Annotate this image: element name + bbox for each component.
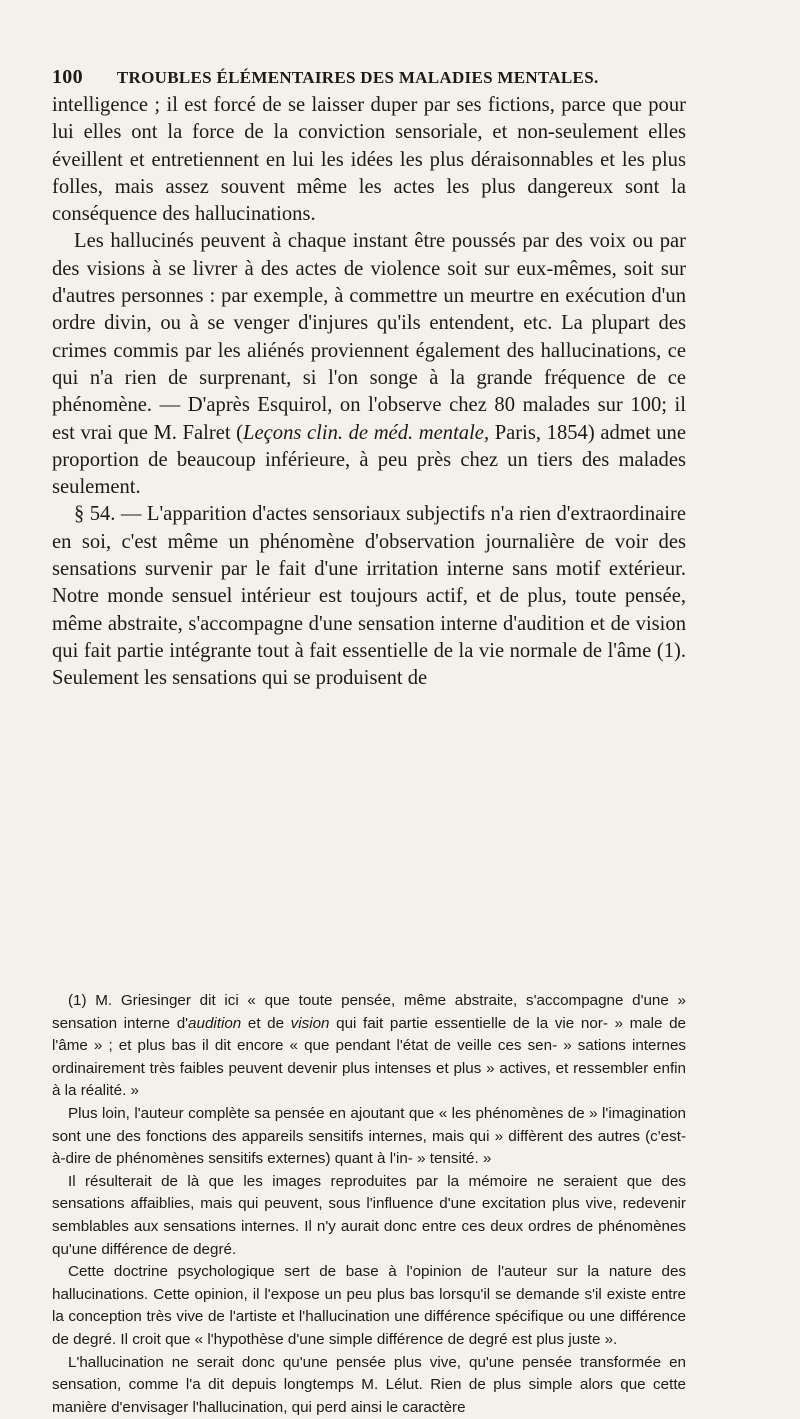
footnote-1-italic-vision: vision	[291, 1015, 330, 1032]
main-text	[52, 92, 686, 693]
footnote-1-italic-audition: audition	[188, 1015, 241, 1032]
paragraph-2-text-a: Les hallucinés peuvent à chaque instant être poussés par des voix ou par des visions à se livrer à des actes de violence soit sur eux-mêmes, soit sur d'autres personnes : par exemple, à commettre un meurtre en exécution d'un ordre divin, ou à se venger d'injures qu'ils entendent, etc. La plupart des crimes commis par les aliénés proviennent également des hallucinations, ce qui n'a rien de surprenant, si l'on songe à la grande fréquence de ce phénomène. — D'après Esquirol, on l'observe chez 80 malades sur 100; il est vrai que M. Falret (	[52, 230, 686, 443]
paragraph-1: intelligence ; il est forcé de se laisser duper par ses fictions, parce que pour lui elles ont la force de la conviction sensoriale, et non-seulement elles éveillent et entretiennent en lui les idées les plus déraisonnables et les plus folles, mais assez souvent même les actes les plus dangereux sont la conséquence des hallucinations.	[52, 92, 686, 228]
footnote-paragraph-5: L'hallucination ne serait donc qu'une pensée plus vive, qu'une pensée transformée en sensation, comme l'a dit depuis longtemps M. Lélut. Rien de plus simple alors que cette manière d'envisager l'hallucination, qui perd ainsi le caractère	[52, 1352, 686, 1419]
citation-title: Leçons clin. de méd. mentale	[243, 422, 484, 444]
running-header	[52, 66, 680, 89]
footnotes	[52, 990, 686, 1419]
paragraph-2-text-b: , Paris, 1854) admet une proportion de beaucoup inférieure, à peu près chez un tiers des malades seulement.	[52, 422, 686, 499]
footnote-paragraph-3: Il résulterait de là que les images reproduites par la mémoire ne seraient que des sensations affaiblies, mais qui peuvent, sous l'influence d'une excitation plus vive, redevenir semblables aux sensations internes. Il n'y aurait donc entre ces deux ordres de phénomènes qu'une différence de degré.	[52, 1171, 686, 1261]
footnote-1-text-b: et de	[241, 1015, 290, 1032]
footnote-1	[52, 990, 686, 1103]
footnote-1-text-a: (1) M. Griesinger dit ici « que toute pensée, même abstraite, s'accompagne d'une » sensation interne d'	[52, 992, 686, 1032]
footnote-1-text-c: qui fait partie essentielle de la vie nor- » male de l'âme » ; et plus bas il dit encore « que pendant l'état de veille ces sen- » sations internes ordinairement très faibles peuvent devenir plus intenses et plus » actives, et ressembler enfin à la réalité. »	[52, 1015, 686, 1100]
running-title: TROUBLES ÉLÉMENTAIRES DES MALADIES MENTALES.	[117, 68, 599, 87]
page-number: 100	[52, 66, 83, 88]
footnote-paragraph-4: Cette doctrine psychologique sert de base à l'opinion de l'auteur sur la nature des hallucinations. Cette opinion, il l'expose un peu plus bas lorsqu'il se demande s'il existe entre la conception très vive de l'artiste et l'hallucination une différence spécifique ou une différence de degré. Il croit que « l'hypothèse d'une simple différence de degré est plus juste ».	[52, 1261, 686, 1351]
paragraph-2	[52, 228, 686, 501]
footnote-paragraph-2: Plus loin, l'auteur complète sa pensée en ajoutant que « les phénomènes de » l'imagination sont une des fonctions des appareils sensitifs internes, mais qui » diffèrent des autres (c'est-à-dire de phénomènes sensitifs externes) quant à l'in- » tensité. »	[52, 1103, 686, 1171]
paragraph-3: § 54. — L'apparition d'actes sensoriaux subjectifs n'a rien d'extraordinaire en soi, c'est même un phénomène d'observation journalière de voir des sensations survenir par le fait d'une irritation interne sans motif extérieur. Notre monde sensuel intérieur est toujours actif, et de plus, toute pensée, même abstraite, s'accompagne d'une sensation interne d'audition et de vision qui fait partie intégrante tout à fait essentielle de la vie normale de l'âme (1). Seulement les sensations qui se produisent de	[52, 501, 686, 692]
